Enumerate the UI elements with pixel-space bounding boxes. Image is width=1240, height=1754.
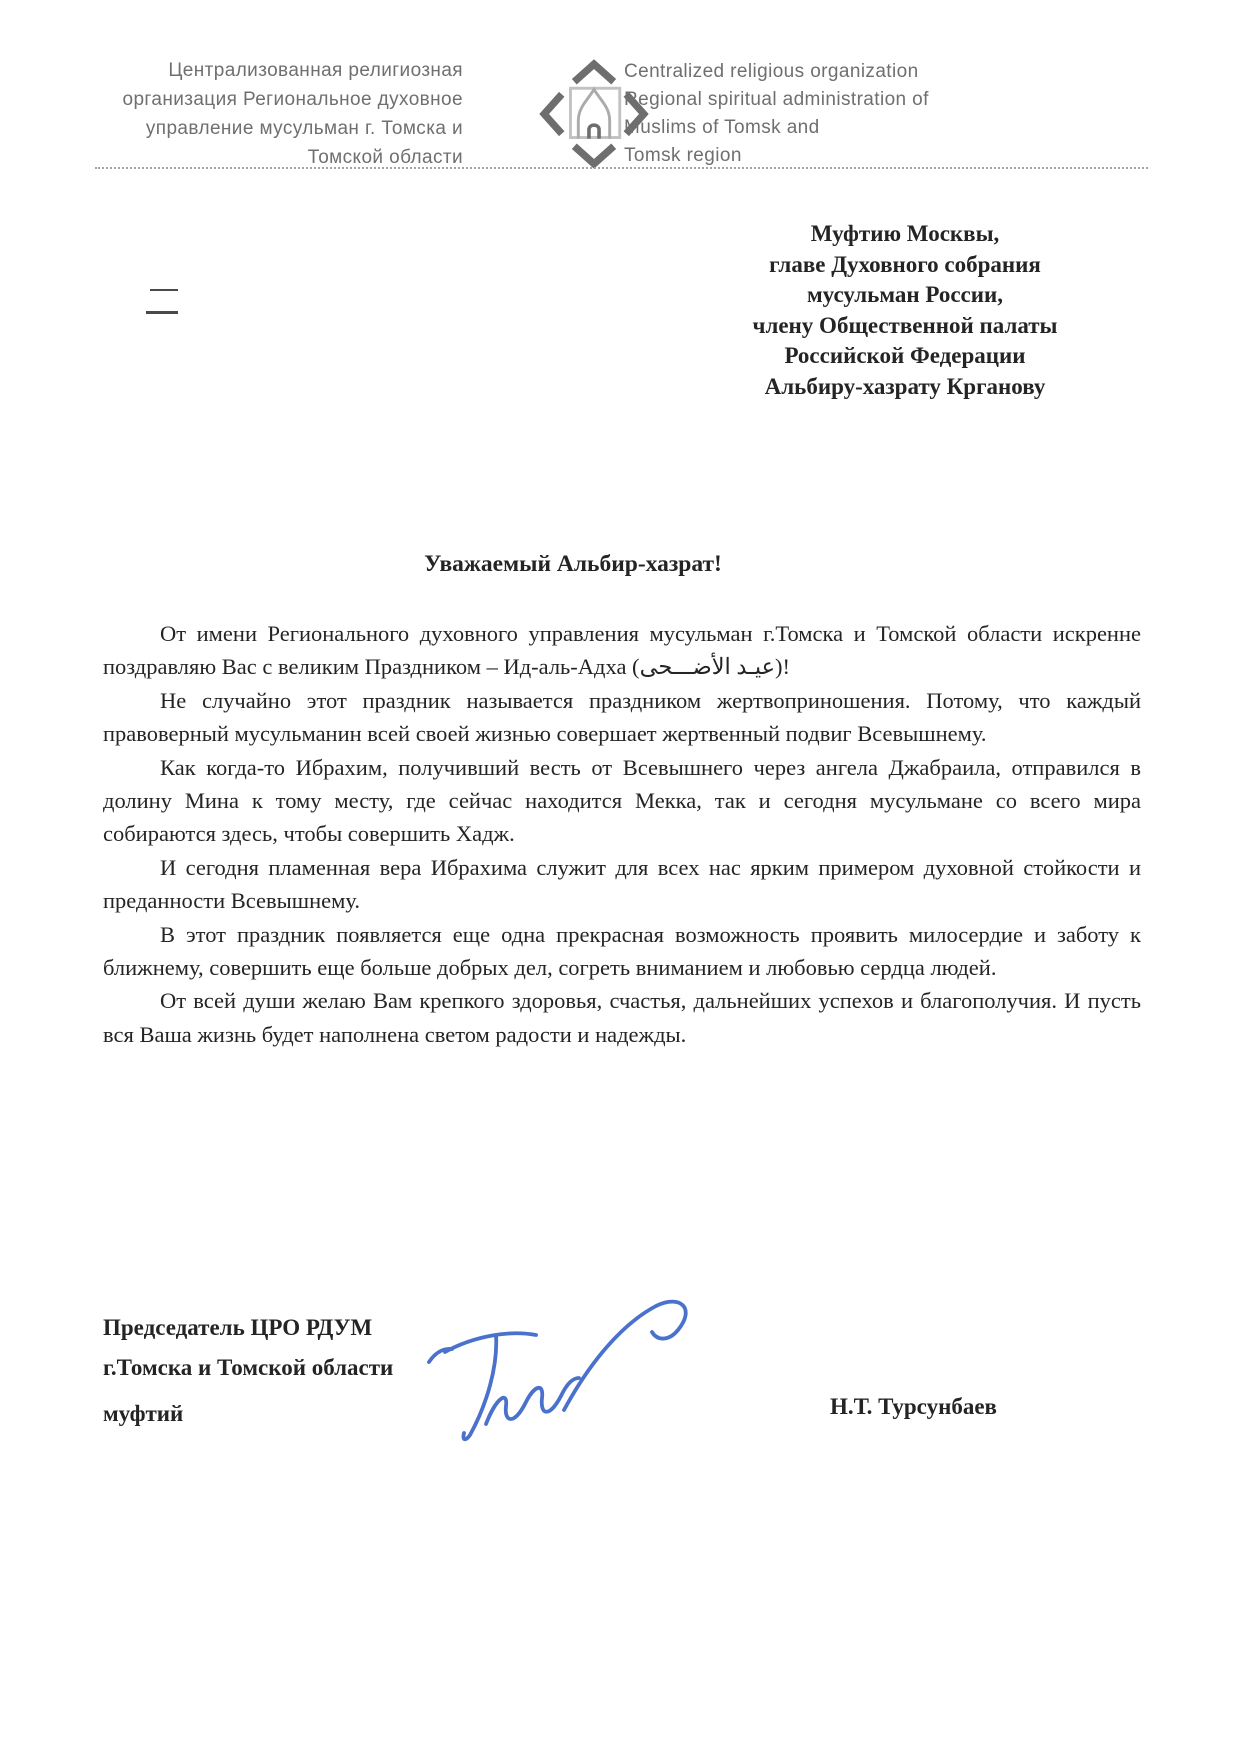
reference-dash-mark xyxy=(146,311,178,314)
recipient-line: Российской Федерации xyxy=(784,343,1026,369)
recipient-line: Альбиру-хазрату Крганову xyxy=(764,373,1046,399)
signer-title-line: муфтий xyxy=(103,1401,184,1426)
body-paragraph: От имени Регионального духовного управления мусульман г.Томска и Томской области искренне поздравляю Вас с великим Праздником – Ид-аль-Адха (عيـد الأضـــحى)! xyxy=(103,621,1141,680)
body-paragraph: Как когда-то Ибрахим, получивший весть от Всевышнего через ангела Джабраила, отправился в долину Мина к тому месту, где сейчас находится Мекка, так и сегодня мусульмане со всего мира собираются здесь, чтобы совершить Хадж. xyxy=(103,754,1141,847)
handwritten-signature xyxy=(424,1286,724,1448)
recipient-line: главе Духовного собрания xyxy=(769,251,1041,277)
letterhead-ru-line: организация Региональное духовное xyxy=(122,89,463,110)
body-paragraph: От всей души желаю Вам крепкого здоровья, счастья, дальнейших успехов и благополучия. И пусть вся Ваша жизнь будет наполнена светом радости и надежды. xyxy=(103,988,1141,1047)
letterhead-ru-line: Томской области xyxy=(307,147,463,168)
body-paragraph: В этот праздник появляется еще одна прекрасная возможность проявить милосердие и заботу к ближнему, совершить еще больше добрых дел, согреть вниманием и любовью сердца людей. xyxy=(103,921,1141,981)
signer-title-line: г.Томска и Томской области xyxy=(103,1355,394,1380)
letterhead-org-name-en xyxy=(624,58,954,170)
letterhead-en-line: Muslims of Tomsk and xyxy=(624,117,820,138)
letterhead-divider-line xyxy=(95,167,1148,169)
letterhead-en-line: Centralized religious organization xyxy=(624,61,919,82)
body-paragraph: Не случайно этот праздник называется праздником жертвоприношения. Потому, что каждый правоверный мусульманин всей своей жизнью совершает жертвенный подвиг Всевышнему. xyxy=(103,687,1141,747)
recipient-line: члену Общественной палаты xyxy=(752,312,1058,338)
recipient-line: мусульман России, xyxy=(806,282,1004,308)
salutation-heading: Уважаемый Альбир-хазрат! xyxy=(424,551,722,577)
signer-title-line: Председатель ЦРО РДУМ xyxy=(103,1315,373,1340)
signer-name: Н.Т. Турсунбаев xyxy=(830,1394,997,1419)
letterhead-org-name-ru xyxy=(105,56,463,172)
body-paragraph: И сегодня пламенная вера Ибрахима служит для всех нас ярким примером духовной стойкости и преданности Всевышнему. xyxy=(103,854,1141,914)
recipient-line: Муфтию Москвы, xyxy=(810,221,1000,246)
signature-ink-icon xyxy=(424,1286,724,1448)
letterhead-en-line: Regional spiritual administration of xyxy=(624,89,929,110)
letterhead-en-line: Tomsk region xyxy=(624,145,742,166)
recipient-address-block xyxy=(688,219,1122,403)
reference-dash-mark xyxy=(150,289,178,291)
letter-body xyxy=(103,617,1141,1051)
letterhead-ru-line: Централизованная религиозная xyxy=(168,60,463,81)
letterhead-ru-line: управление мусульман г. Томска и xyxy=(145,118,463,139)
